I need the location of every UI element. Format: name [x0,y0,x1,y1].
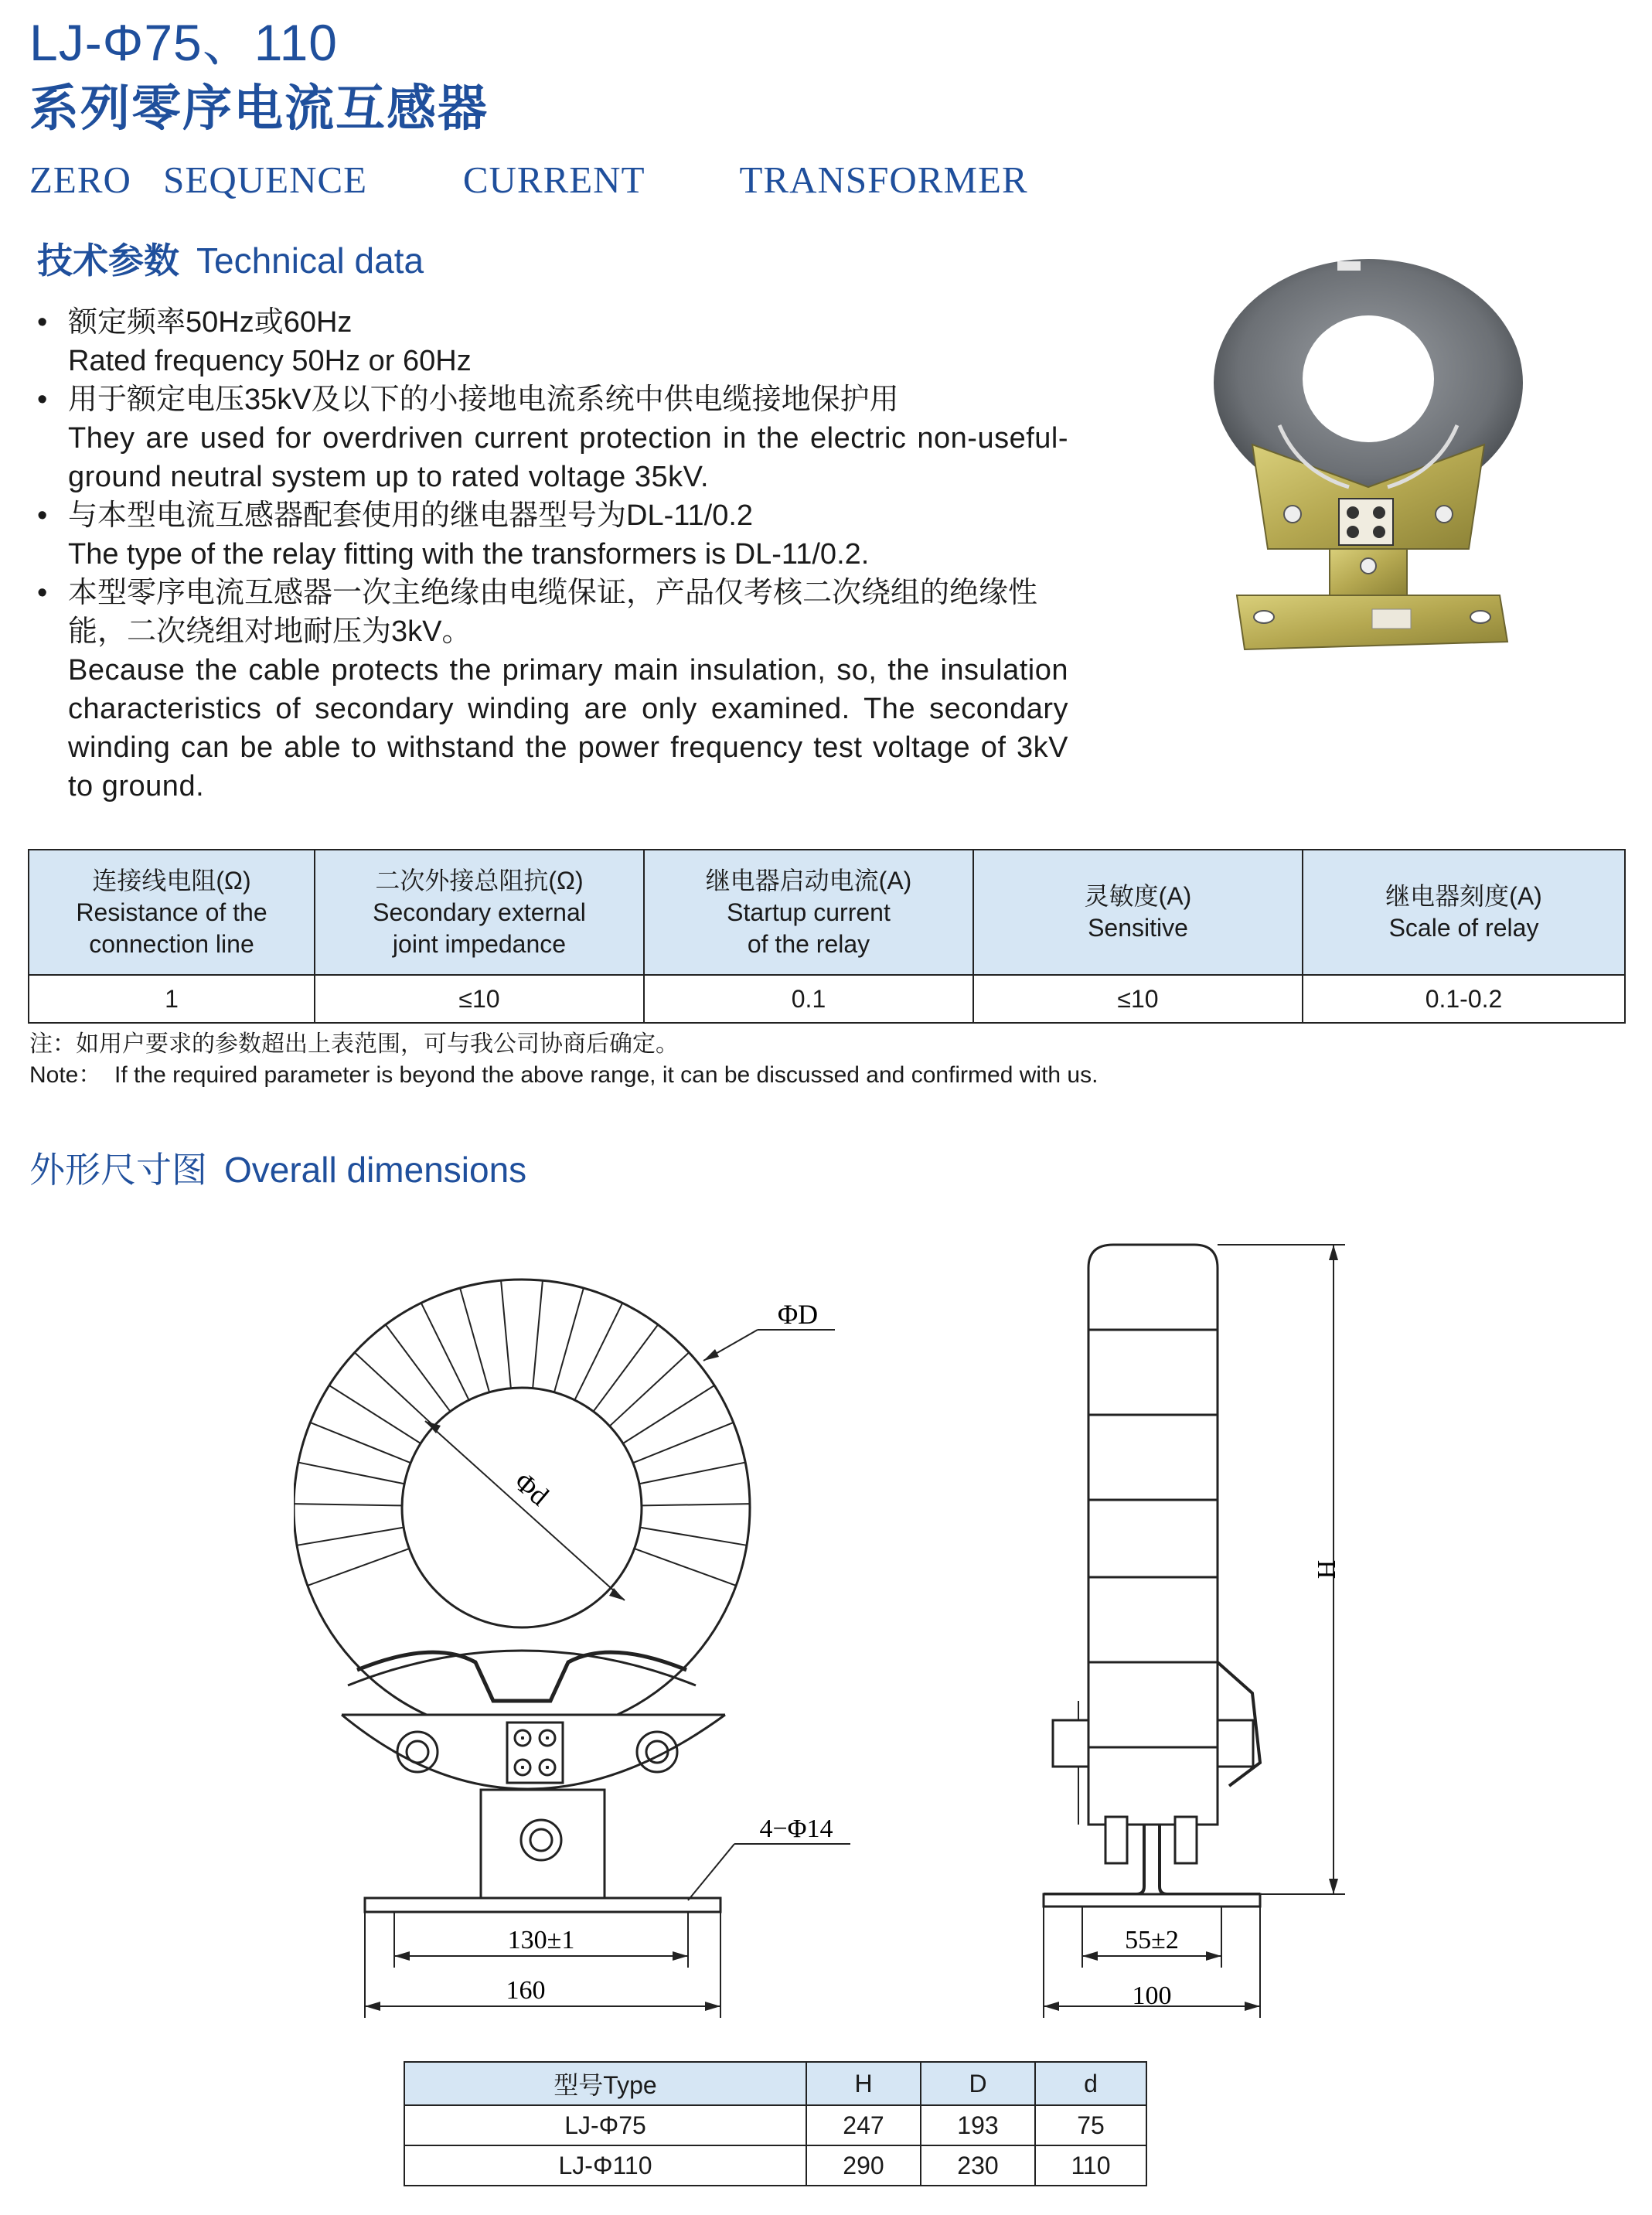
table-header-row [404,2062,1146,2105]
table-row [404,2105,1146,2145]
note-en: Note： If the required parameter is beyond the above range, it can be discussed and confirmed with us. [29,1062,1098,1088]
table-header-cell: 继电器启动电流(A) Startup current of the relay [644,850,973,975]
dimensions-heading-en: Overall dimensions [224,1150,527,1190]
winding-segment-line [329,1385,421,1443]
lead-wire [357,1652,686,1701]
winding-segment-line [594,1324,659,1411]
series-title-en: ZERO SEQUENCE CURRENT TRANSFORMER [29,158,1028,201]
table-header-cell: 灵敏度(A) Sensitive [973,850,1303,975]
list-item-cn: 额定频率50Hz或60Hz [68,306,353,339]
bracket [481,1790,605,1898]
note-cn: 注：如用户要求的参数超出上表范围，可与我公司协商后确定。 [29,1031,679,1057]
model-title: LJ-Φ75、110 [29,14,338,71]
table-row [404,2145,1146,2186]
table-row [29,975,1625,1023]
list-item-cn: 与本型电流互感器配套使用的继电器型号为DL-11/0.2 [68,499,754,532]
list-item [32,380,1068,496]
table-cell: 290 [806,2145,921,2186]
winding-segment-line [386,1324,451,1411]
technical-list [32,303,1068,806]
table-header-row [29,850,1625,975]
winding-segment-line [308,1549,410,1586]
winding-segment-line [355,1352,434,1426]
winding-segment-line [642,1504,750,1505]
list-item-en: Because the cable protects the primary main insulation, so, the insulation characteristics of secondary winding are only examined. The secondary winding can be able to withstand the power frequency test voltage of 3kV to ground. [68,654,1068,803]
table-cell: 110 [1035,2145,1146,2186]
table-header-cell: 继电器刻度(A) Scale of relay [1303,850,1625,975]
winding-segment-line [460,1288,489,1392]
label-130: 130±1 [507,1926,575,1954]
bullet-dot: • [37,499,48,532]
table-header-cell: d [1035,2062,1146,2105]
table-cell: 0.1-0.2 [1303,975,1625,1023]
list-item [32,496,1068,574]
winding-segment-line [298,1463,404,1484]
dimensions-table [404,2061,1147,2186]
table-cell: 0.1 [644,975,973,1023]
table-header-cell: 连接线电阻(Ω) Resistance of the connection line [29,850,315,975]
winding-segment-line [574,1303,622,1400]
technical-heading-en: Technical data [196,240,424,281]
winding-segment-line [633,1423,734,1463]
table-cell: 1 [29,975,315,1023]
list-item-en: They are used for overdriven current protection in the electric non-useful-ground neutral system up to rated voltage 35kV. [68,422,1068,493]
winding-segments [294,1280,750,1586]
winding-segment-line [639,1463,745,1484]
label-160: 160 [506,1976,546,2005]
winding-segment-line [421,1303,469,1400]
technical-heading [37,240,424,281]
params-table [28,849,1626,1024]
series-title-cn: 系列零序电流互感器 [29,80,489,136]
winding-segment-line [310,1423,410,1463]
label-100: 100 [1132,1982,1172,2010]
winding-segment-line [635,1549,737,1586]
label-H: H [1312,1559,1340,1579]
table-cell: ≤10 [315,975,644,1023]
table-cell: LJ-Φ110 [404,2145,806,2186]
side-base [1044,1894,1260,1907]
list-item-en: The type of the relay fitting with the transformers is DL-11/0.2. [68,538,870,571]
nameplate [1337,261,1361,271]
base-plate [365,1898,720,1912]
base-bracket [1044,1825,1260,1894]
table-header-cell: D [921,2062,1035,2105]
dimensions-heading-cn: 外形尺寸图 [29,1150,207,1190]
winding-segment-line [294,1504,402,1505]
list-item [32,303,1068,380]
winding-segment-line [554,1288,584,1392]
bullet-dot: • [37,383,48,416]
winding-segment-line [501,1280,511,1388]
winding-segment-line [623,1385,714,1443]
toroid-hole [1303,315,1434,442]
side-nut [1218,1720,1253,1767]
label-phi-D: ΦD [777,1299,819,1330]
winding-segment-line [533,1280,543,1388]
front-view-drawing [294,1229,881,2041]
table-cell: 75 [1035,2105,1146,2145]
dimensions-heading [29,1152,526,1188]
technical-heading-cn: 技术参数 [37,240,179,281]
label-55: 55±2 [1125,1926,1179,1954]
side-nut [1053,1720,1088,1767]
table-header-cell: 型号Type [404,2062,806,2105]
winding-segment-line [297,1528,404,1545]
terminal-block [1339,499,1393,545]
table-cell: 247 [806,2105,921,2145]
winding-segment-line [640,1528,747,1545]
label-phi-d: Φd [508,1466,555,1512]
side-view-drawing [1005,1229,1376,2041]
bullet-dot: • [37,577,48,609]
table-cell: ≤10 [973,975,1303,1023]
table-header-cell: H [806,2062,921,2105]
bullet-dot: • [37,306,48,339]
side-body [1088,1245,1218,1825]
label-plate [1372,609,1411,629]
table-cell: LJ-Φ75 [404,2105,806,2145]
label-holes: 4−Φ14 [759,1815,833,1843]
product-photo [1206,255,1546,688]
list-item-en: Rated frequency 50Hz or 60Hz [68,345,472,377]
list-item [32,574,1068,806]
table-header-cell: 二次外接总阻抗(Ω) Secondary external joint impedance [315,850,644,975]
list-item-cn: 本型零序电流互感器一次主绝缘由电缆保证，产品仅考核二次绕组的绝缘性能，二次绕组对地耐压为3kV。 [68,577,1038,648]
table-cell: 230 [921,2145,1035,2186]
terminal-block [507,1723,563,1783]
winding-segment-line [610,1352,690,1426]
table-cell: 193 [921,2105,1035,2145]
list-item-cn: 用于额定电压35kV及以下的小接地电流系统中供电缆接地保护用 [68,383,899,416]
